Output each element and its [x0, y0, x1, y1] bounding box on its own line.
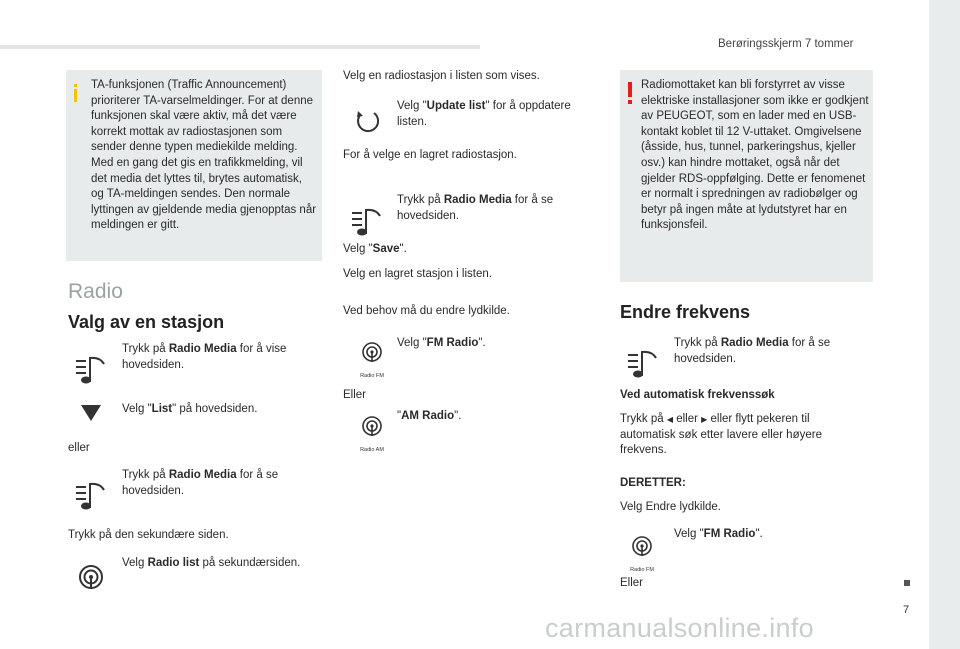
choose-saved-text: Velg en lagret stasjon i listen.: [343, 268, 492, 280]
step-radio-media-1: Trykk på Radio Media for å vise hovedsiden.: [122, 343, 287, 371]
auto-search-text: Trykk på ◀ eller ▶ eller flytt pekeren til automatisk søk etter lavere eller høyere frekvens.: [620, 413, 822, 456]
step-list: Velg "List" på hovedsiden.: [122, 403, 258, 415]
step-fm-radio-2: Velg "FM Radio".: [674, 528, 763, 540]
radio-fm-icon: [622, 534, 662, 573]
step-radio-media-4: Trykk på Radio Media for å se hovedsiden.: [674, 337, 831, 365]
radio-list-icon: [78, 564, 104, 595]
or-text-2: Eller: [343, 389, 367, 401]
radio-am-label: Radio AM: [360, 447, 384, 453]
watermark: carmanualsonline.info: [545, 613, 814, 643]
or-text-3: Eller: [620, 577, 644, 589]
then-label: DERETTER:: [620, 477, 686, 489]
radio-fm-icon: [352, 340, 392, 379]
section-title-radio: Radio: [68, 280, 123, 303]
side-tab: [929, 0, 960, 649]
choose-source-text: Velg Endre lydkilde.: [620, 501, 722, 513]
subsection-title: Valg av en stasjon: [68, 312, 225, 332]
info-box: [66, 70, 322, 261]
page-header-title: Berøringsskjerm 7 tommer: [718, 38, 854, 50]
info-text: TA-funksjonen (Traffic Announcement) prioriterer TA-varselmeldinger. For at denne funksjonen skal være aktiv, må det være korrekt mottak av radiostasjonen som sender denne typen mediekilde melding. Med en gang det gis en trafikkmelding, vil det media det lyttes til, brytes automatisk, og TA-meldingen sendes. Den normale lyttingen av gjeldende media gjenopptas når meldingen er gitt.: [91, 79, 317, 232]
step-radio-media-2: Trykk på Radio Media for å se hovedsiden.: [122, 469, 279, 497]
info-icon: [73, 84, 76, 100]
saved-station-text: For å velge en lagret radiostasjon.: [343, 149, 517, 161]
auto-search-title: Ved automatisk frekvenssøk: [620, 389, 775, 401]
step-fm-radio: Velg "FM Radio".: [397, 337, 486, 349]
left-arrow-icon: ◀: [666, 415, 674, 424]
section-title-frequency: Endre frekvens: [620, 302, 751, 322]
radio-media-icon: [626, 346, 660, 383]
change-source-text: Ved behov må du endre lydkilde.: [343, 305, 510, 317]
step-secondary-page: Trykk på den sekundære siden.: [68, 529, 229, 541]
page-number: 7: [903, 604, 910, 616]
step-am-radio: "AM Radio".: [397, 410, 462, 422]
radio-media-icon: [74, 352, 108, 389]
header-rule: [0, 45, 480, 49]
right-arrow-icon: ▶: [701, 415, 708, 424]
warning-icon: [626, 82, 634, 109]
list-triangle-icon: [80, 404, 102, 427]
page-marker: [904, 580, 910, 586]
choose-station-text: Velg en radiostasjon i listen som vises.: [343, 70, 540, 82]
step-save: Velg "Save".: [343, 243, 407, 255]
step-radio-media-3: Trykk på Radio Media for å se hovedsiden.: [397, 194, 554, 222]
radio-media-icon: [350, 204, 384, 241]
radio-am-icon: [352, 414, 392, 453]
radio-fm-label: Radio FM: [360, 373, 384, 379]
or-text-1: eller: [68, 442, 90, 454]
step-radio-list: Velg Radio list på sekundærsiden.: [122, 557, 301, 569]
refresh-icon: [354, 108, 380, 139]
warning-text: Radiomottaket kan bli forstyrret av visse elektriske installasjoner som ikke er godkjent av PEUGEOT, som en lader med en USB-kontakt koblet til 12 V-uttaket. Omgivelsene (åsside, hus, tunnel, parkeringshus, kjeller osv.) kan hindre mottaket, også når det gjelder RDS-oppfølging. Dette er fenomenet er normalt i spredningen av radiobølger og betyr på ingen måte at lydutstyret har en funksjonsfeil.: [641, 79, 869, 232]
radio-fm-label: Radio FM: [630, 567, 654, 573]
warning-box: [620, 70, 873, 282]
step-update-list: Velg "Update list" for å oppdatere listen.: [397, 100, 571, 128]
radio-media-icon: [74, 478, 108, 515]
